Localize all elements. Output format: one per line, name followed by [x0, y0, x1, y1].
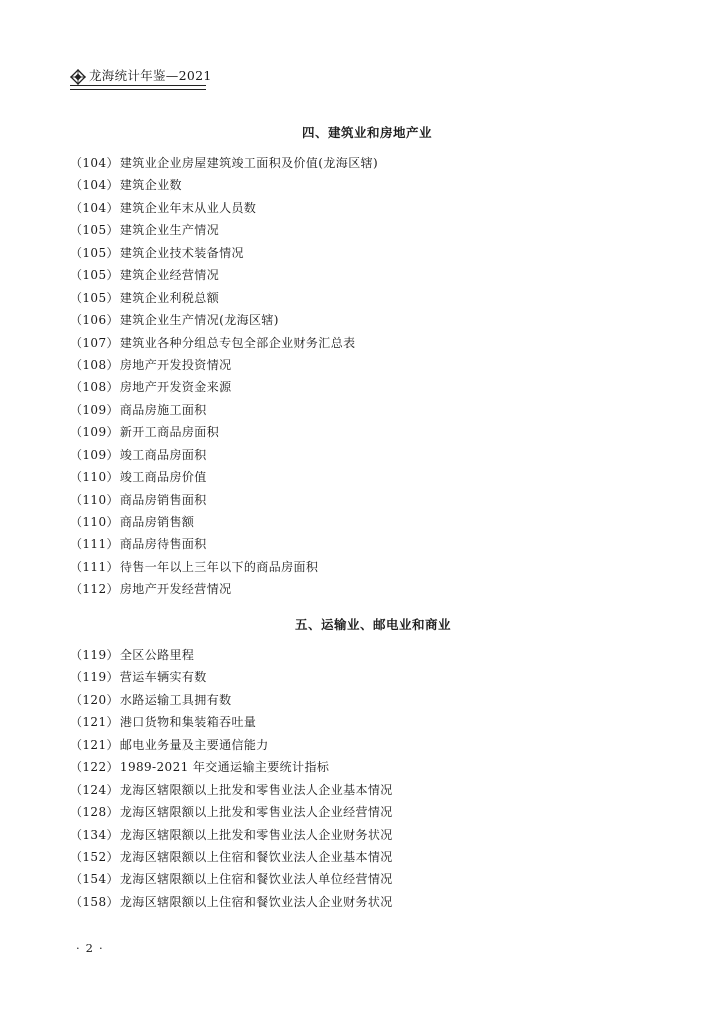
toc-page-ref: （119） — [70, 670, 119, 685]
toc-entry-title: 商品房待售面积 — [119, 537, 207, 552]
toc-entry[interactable] — [70, 421, 378, 443]
running-header — [70, 68, 212, 88]
toc-entry[interactable] — [70, 711, 393, 733]
toc-entry-title: 竣工商品房价值 — [119, 470, 207, 485]
toc-page-ref: （134） — [70, 827, 119, 842]
toc-entry-title: 港口货物和集装箱吞吐量 — [119, 715, 257, 730]
section-heading-construction: 四、建筑业和房地产业 — [302, 125, 433, 140]
toc-page-ref: （111） — [70, 537, 119, 552]
toc-page-ref: （128） — [70, 805, 119, 820]
toc-entry-title: 建筑企业生产情况(龙海区辖) — [119, 313, 279, 328]
toc-entry[interactable] — [70, 152, 378, 174]
toc-entry[interactable] — [70, 868, 393, 890]
toc-entry[interactable] — [70, 556, 378, 578]
toc-page-ref: （109） — [70, 402, 119, 417]
toc-entry-title: 建筑企业年末从业人员数 — [119, 200, 257, 215]
toc-page-ref: （111） — [70, 559, 119, 574]
toc-entry-title: 龙海区辖限额以上住宿和餐饮业法人企业基本情况 — [119, 849, 393, 864]
toc-entry-title: 邮电业务量及主要通信能力 — [119, 737, 269, 752]
toc-page-ref: （106） — [70, 313, 119, 328]
toc-entry[interactable] — [70, 511, 378, 533]
toc-entry-title: 房地产开发资金来源 — [119, 380, 232, 395]
toc-page-ref: （154） — [70, 872, 119, 887]
toc-entry[interactable] — [70, 801, 393, 823]
toc-entry[interactable] — [70, 734, 393, 756]
toc-page-ref: （124） — [70, 782, 119, 797]
toc-entry[interactable] — [70, 824, 393, 846]
toc-entry-title: 竣工商品房面积 — [119, 447, 207, 462]
toc-entry[interactable] — [70, 242, 378, 264]
bullet-dot: · — [76, 941, 80, 955]
toc-entry-title: 商品房销售额 — [119, 515, 195, 529]
toc-page-ref: （107） — [70, 335, 119, 350]
toc-entry-title: 建筑企业数 — [119, 178, 182, 193]
toc-page-ref: （121） — [70, 715, 119, 730]
toc-entry[interactable] — [70, 332, 378, 354]
toc-entry[interactable] — [70, 779, 393, 801]
toc-entry[interactable] — [70, 891, 393, 913]
toc-entry[interactable] — [70, 578, 378, 600]
toc-entry[interactable] — [70, 689, 393, 711]
toc-entry-title: 水路运输工具拥有数 — [119, 692, 232, 707]
toc-entry-title: 建筑业各种分组总专包全部企业财务汇总表 — [119, 335, 356, 350]
toc-page-ref: （104） — [70, 200, 119, 215]
toc-entry[interactable] — [70, 466, 378, 488]
toc-page-ref: （105） — [70, 245, 119, 260]
toc-entry[interactable] — [70, 219, 378, 241]
toc-entry[interactable] — [70, 666, 393, 688]
bullet-dot: · — [98, 941, 103, 955]
toc-entry-title: 龙海区辖限额以上批发和零售业法人企业财务状况 — [119, 827, 393, 842]
toc-page-ref: （104） — [70, 156, 119, 170]
toc-entry-title: 全区公路里程 — [119, 648, 195, 662]
toc-entry[interactable] — [70, 354, 378, 376]
toc-entry-title: 商品房施工面积 — [119, 402, 207, 417]
toc-entry-title: 建筑企业利税总额 — [119, 290, 220, 305]
toc-entry[interactable] — [70, 846, 393, 868]
toc-page-ref: （110） — [70, 515, 119, 529]
toc-entry[interactable] — [70, 444, 378, 466]
toc-entry-title: 龙海区辖限额以上住宿和餐饮业法人单位经营情况 — [119, 872, 393, 887]
toc-entry-title: 龙海区辖限额以上批发和零售业法人企业基本情况 — [119, 782, 393, 797]
toc-page-ref: （152） — [70, 849, 119, 864]
toc-entry[interactable] — [70, 756, 393, 778]
toc-entry-title: 房地产开发投资情况 — [119, 357, 232, 372]
toc-page-ref: （105） — [70, 268, 119, 283]
toc-page-ref: （120） — [70, 692, 119, 707]
toc-entry[interactable] — [70, 644, 393, 666]
yearbook-title: 龙海统计年鉴—2021 — [89, 68, 212, 83]
toc-page-ref: （105） — [70, 223, 119, 238]
toc-page-ref: （110） — [70, 492, 119, 507]
diamond-crosshair-icon — [70, 69, 86, 85]
toc-entry-title: 营运车辆实有数 — [119, 670, 207, 685]
toc-entry-title: 建筑企业生产情况 — [119, 223, 220, 238]
toc-entry[interactable] — [70, 376, 378, 398]
toc-page-ref: （112） — [70, 582, 119, 597]
toc-entry-title: 龙海区辖限额以上批发和零售业法人企业经营情况 — [119, 805, 393, 820]
toc-entry-title: 商品房销售面积 — [119, 492, 207, 507]
toc-page-ref: （108） — [70, 380, 119, 395]
toc-entry[interactable] — [70, 264, 378, 286]
toc-entry-title: 建筑企业技术装备情况 — [119, 245, 244, 260]
toc-page-ref: （108） — [70, 357, 119, 372]
toc-entry[interactable] — [70, 287, 378, 309]
toc-entry-title: 建筑企业经营情况 — [119, 268, 220, 283]
toc-entry-title: 建筑业企业房屋建筑竣工面积及价值(龙海区辖) — [119, 156, 379, 170]
toc-entry[interactable] — [70, 533, 378, 555]
toc-page-ref: （109） — [70, 425, 119, 440]
toc-page-ref: （158） — [70, 894, 119, 909]
toc-entry-title: 新开工商品房面积 — [119, 425, 220, 440]
toc-entry-title: 1989-2021 年交通运输主要统计指标 — [119, 760, 330, 775]
page-number — [70, 941, 109, 955]
toc-entry[interactable] — [70, 197, 378, 219]
toc-page-ref: （109） — [70, 447, 119, 462]
toc-page-ref: （104） — [70, 178, 119, 193]
toc-list-transport-commerce — [70, 644, 393, 913]
toc-entry[interactable] — [70, 489, 378, 511]
header-double-rule — [70, 85, 206, 90]
toc-entry-title: 房地产开发经营情况 — [119, 582, 232, 597]
toc-page-ref: （121） — [70, 737, 119, 752]
toc-page-ref: （119） — [70, 648, 119, 662]
toc-entry[interactable] — [70, 309, 378, 331]
toc-page-ref: （122） — [70, 760, 119, 775]
page-number-value: 2 — [85, 941, 93, 955]
toc-list-construction — [70, 152, 378, 601]
toc-entry-title: 待售一年以上三年以下的商品房面积 — [119, 559, 319, 574]
toc-entry[interactable] — [70, 174, 378, 196]
toc-entry[interactable] — [70, 399, 378, 421]
toc-page-ref: （110） — [70, 470, 119, 485]
section-heading-transport-commerce: 五、运输业、邮电业和商业 — [295, 617, 452, 632]
toc-entry-title: 龙海区辖限额以上住宿和餐饮业法人企业财务状况 — [119, 894, 393, 909]
toc-page-ref: （105） — [70, 290, 119, 305]
